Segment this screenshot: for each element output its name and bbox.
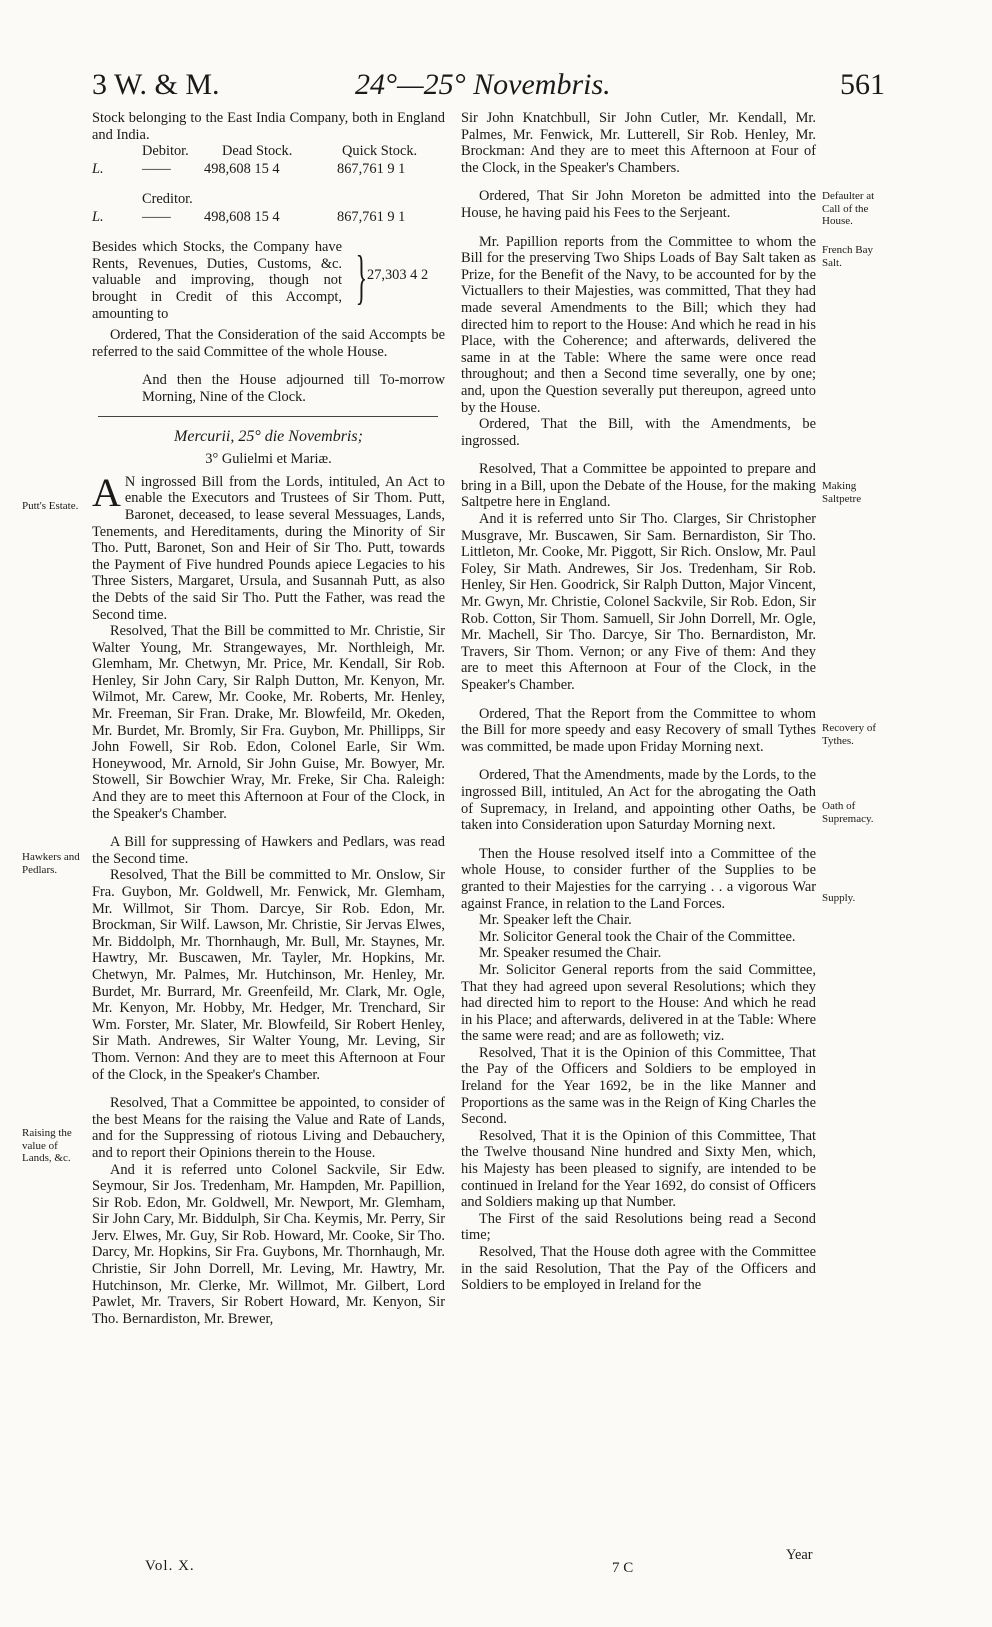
solicitor-chair: Mr. Solicitor General took the Chair of the Committee. [479,928,796,945]
house-agrees: Resolved, That the House doth agree with the Committee in the said Resolution, That the Pay of the Officers and Soldiers to be employed in Ireland for the [461,1244,816,1294]
resolution-two: Resolved, That it is the Opinion of this Committee, That the Twelve thousand Nine hundred and Sixty Men, which, his Majesty has been pleased to signify, are intended to be continued in Ireland for the Year 1692, do consist of Officers and Soldiers making up that Number. [461,1127,816,1211]
margin-note-saltpetre: Making Saltpetre [822,480,862,505]
margin-note-oath: Oath of Supremacy. [822,800,874,825]
margin-note-putt: Putt's Estate. [22,500,79,512]
putt-bill: A N ingrossed Bill from the Lords, intituled, An Act to enable the Executors and Trustees of Sir Thom. Putt, Baronet, deceased, to lease several Messuages, Lands, Tenements, and Hereditaments, during the Minority of Sir Tho. Putt, Baronet, Son and Heir of Sir Tho. Putt, towards the Payment of Five hundred Pounds apiece Legacies to his Three Sisters, Margaret, Ursula, and Susannah Putt, as also the Debts of the said Sir Tho. Putt the Father, was read the Second time. [92,469,445,623]
tythes-ordered: Ordered, That the Report from the Committee to whom the Bill for more speedy and easy Recovery of small Tythes was committed, be made upon Friday Morning next. [461,705,816,755]
signature-mark: 7 C [612,1560,634,1576]
margin-note-raising: Raising the value of Lands, &c. [22,1127,72,1164]
day-heading: Mercurii, 25° die Novembris; [174,427,363,445]
oath-ordered: Ordered, That the Amendments, made by the Lords, to the ingrossed Bill, intituled, An Act for the abrogating the Oath of Supremacy, in Ireland, and appointing other Oaths, be taken into Consideration upon Saturday Morning next. [461,767,816,834]
stock-intro: Stock belonging to the East India Company, both in England and India. [92,110,445,143]
besides-value: 27,303 4 2 [367,267,429,284]
speaker-left: Mr. Speaker left the Chair. [479,912,632,929]
margin-note-defaulter: Defaulter at Call of the House. [822,190,875,227]
papillion-report: Mr. Papillion reports from the Committee to whom the Bill for the preserving Two Ships Loads of Bay Salt taken as Prize, for the Benefit of the Navy, to be accounted for by the Victuallers to their Majesties, was committed, That they had made several Amendments to the Bill; which they had directed him to report to the House: And which he read in his Place, with the Coherence; and afterwards, delivered the same in at the Table: Where the same were once read throughout; and then a Second time severally, one by one; and, upon the Question severally put thereupon, agreed unto by the House. [461,233,816,416]
margin-note-hawkers: Hawkers and Pedlars. [22,851,80,876]
saltpetre-resolved: Resolved, That a Committee be appointed to prepare and bring in a Bill, upon the Debate of the House, for the making Saltpetre here in England. [461,461,816,511]
creditor-headings: Creditor. [142,191,193,208]
debitor-headings: Debitor. Dead Stock. Quick Stock. [142,143,418,160]
catchword: Year [786,1547,813,1563]
first-resolution-read: The First of the said Resolutions being read a Second time; [461,1210,816,1244]
left-column [92,110,445,1327]
hawkers-resolved: Resolved, That the Bill be committed to Mr. Onslow, Sir Fra. Guybon, Mr. Goldwell, Mr. Fenwick, Mr. Glemham, Mr. Willmot, Sir Thom. Darcye, Sir Rob. Edon, Mr. Brockman, Sir Wilf. Lawson, Mr. Christie, Sir Jervas Elwes, Mr. Biddolph, Mr. Thornhaugh, Mr. Bull, Mr. Staynes, Mr. Hawtry, Mr. Buscawen, Mr. Tayler, Mr. Hopkins, Mr. Chetwyn, Mr. Palmes, Mr. Hutchinson, Mr. Henley, Mr. Burdet, Mr. Burrard, Mr. Greenfeild, Mr. Clark, Mr. Ogle, Mr. Kenyon, Mr. Hobby, Mr. Hedger, Mr. Trenchard, Sir Wm. Forster, Mr. Slater, Mr. Blowfeild, Sir Robert Henley, Sir Math. Andrewes, Sir Walter Young, Mr. Leving, Sir Thom. Vernon: And they are to meet this Afternoon at Four of the Clock, in the Speaker's Chamber. [92,867,445,1083]
volume-label: Vol. X. [145,1558,195,1574]
regnal-year-header: 3 W. & M. [92,68,220,101]
debitor-values: L. —— 498,608 15 4 867,761 9 1 [92,161,406,178]
regnal-line: 3° Gulielmi et Mariæ. [205,451,332,468]
saltpetre-referred: And it is referred unto Sir Tho. Clarges, Sir Christopher Musgrave, Mr. Buscawen, Sir Sam. Bernardiston, Sir Tho. Littleton, Mr. Cooke, Mr. Piggott, Sir Rich. Onslow, Mr. Paul Foley, Sir Math. Andrewes, Sir Jos. Tredenham, Sir Rob. Henley, Sir Hen. Goodrick, Sir Ralph Dutton, Major Vincent, Mr. Gwyn, Mr. Christie, Colonel Sackvile, Sir Rob. Edon, Sir Rob. Cotton, Sir Thom. Samuell, Sir John Dorrell, Mr. Ogle, Mr. Machell, Sir Tho. Darcye, Sir Tho. Bernardiston, Mr. Travers, Sir Thom. Vernon; or any Five of them: And they are to meet this Afternoon at Four of the Clock, in the Speaker's Chamber. [461,511,816,693]
resolution-one: Resolved, That it is the Opinion of this Committee, That the Pay of the Officers and Soldiers to be employed in Ireland for the Year 1692, be in the like Manner and Proportions as the same was in the Reign of King Charles the Second. [461,1044,816,1128]
page-header [0,68,992,108]
hawkers-bill: A Bill for suppressing of Hawkers and Pedlars, was read the Second time. [92,834,445,867]
raising-resolved: Resolved, That a Committee be appointed, to consider of the best Means for the raising the Value and Rate of Lands, and for the Suppressing of riotous Living and Debauchery, and to report their Opinions therein to the House. [92,1095,445,1161]
besides-block [92,239,445,321]
adjourned: And then the House adjourned till To-morrow Morning, Nine of the Clock. [142,372,445,405]
speaker-resumed: Mr. Speaker resumed the Chair. [479,945,662,962]
raising-referred: And it is referred unto Colonel Sackvile, Sir Edw. Seymour, Sir Jos. Tredenham, Mr. Hampden, Mr. Papillion, Sir Rob. Edon, Mr. Goldwell, Mr. Newport, Mr. Glemham, Sir John Cary, Mr. Biddulph, Sir Cha. Keymis, Mr. Perry, Sir Jerv. Elwes, Mr. Guy, Sir Rob. Howard, Mr. Cooke, Sir Tho. Darcy, Mr. Hopkins, Sir Fra. Guybons, Mr. Thornhaugh, Mr. Christie, Sir John Dorrell, Mr. Leving, Mr. Hawtry, Mr. Hutchinson, Mr. Clerke, Mr. Willmot, Mr. Gilbert, Lord Pawlet, Mr. Travers, Sir Robert Howard, Mr. Kenyon, Sir Tho. Bernardiston, Mr. Brewer, [92,1161,445,1327]
papillion-ordered: Ordered, That the Bill, with the Amendments, be ingrossed. [461,416,816,449]
page-number: 561 [840,68,885,101]
date-header: 24°—25° Novembris. [355,68,611,101]
margin-note-french: French Bay Salt. [822,244,874,269]
supply-committee: Then the House resolved itself into a Committee of the whole House, to consider further of the Supplies to be granted to their Majesties for the carrying . . a vigorous War against France, in relation to the Land Forces. [461,845,816,912]
brace: } [355,244,368,311]
ordered-accompts: Ordered, That the Consideration of the said Accompts be referred to the said Committee of the whole House. [92,327,445,360]
besides-text: Besides which Stocks, the Company have Rents, Revenues, Duties, Customs, &c. valuable and improving, though not brought in Credit of this Accompt, amounting to [92,239,342,322]
margin-note-supply: Supply. [822,892,856,904]
creditor-values: L. —— 498,608 15 4 867,761 9 1 [92,209,406,226]
section-rule [98,416,438,417]
moreton-ordered: Ordered, That Sir John Moreton be admitted into the House, he having paid his Fees to the Serjeant. [461,188,816,221]
right-column [461,110,816,1294]
putt-resolved: Resolved, That the Bill be committed to Mr. Christie, Sir Walter Young, Mr. Strangewayes, Mr. Northleigh, Mr. Glemham, Mr. Chetwyn, Mr. Price, Mr. Kendall, Sir Rob. Henley, Sir John Cary, Sir Ralph Dutton, Mr. Kenyon, Mr. Wilmot, Mr. Carew, Mr. Cooke, Mr. Roberts, Mr. Henley, Mr. Freeman, Sir Fran. Drake, Mr. Blowfeild, Mr. Okeden, Mr. Burdet, Mr. Bromly, Sir Fra. Guybon, Mr. Phillipps, Sir John Fowell, Sir Rob. Edon, Colonel Earle, Sir Wm. Honeywood, Mr. Arnold, Sir John Guise, Mr. Bowyer, Mr. Stowell, Sir Bowchier Wray, Mr. Freke, Sir Cha. Raleigh: And they are to meet this Afternoon at Four of the Clock, in the Speaker's Chamber. [92,623,445,822]
margin-note-tythes: Recovery of Tythes. [822,722,877,747]
drop-cap: A [92,469,121,515]
solicitor-report: Mr. Solicitor General reports from the said Committee, That they had agreed upon several Resolutions; which they had directed him to report to the House: And which he read in his Place; and afterwards, delivered in at the Table: Where the same were read; and are as followeth; viz. [461,961,816,1045]
committee-continuation: Sir John Knatchbull, Sir John Cutler, Mr. Kendall, Mr. Palmes, Mr. Fenwick, Mr. Lutterell, Sir Rob. Henley, Mr. Brockman: And they are to meet this Afternoon at Four of the Clock, in the Speaker's Chambers. [461,110,816,176]
